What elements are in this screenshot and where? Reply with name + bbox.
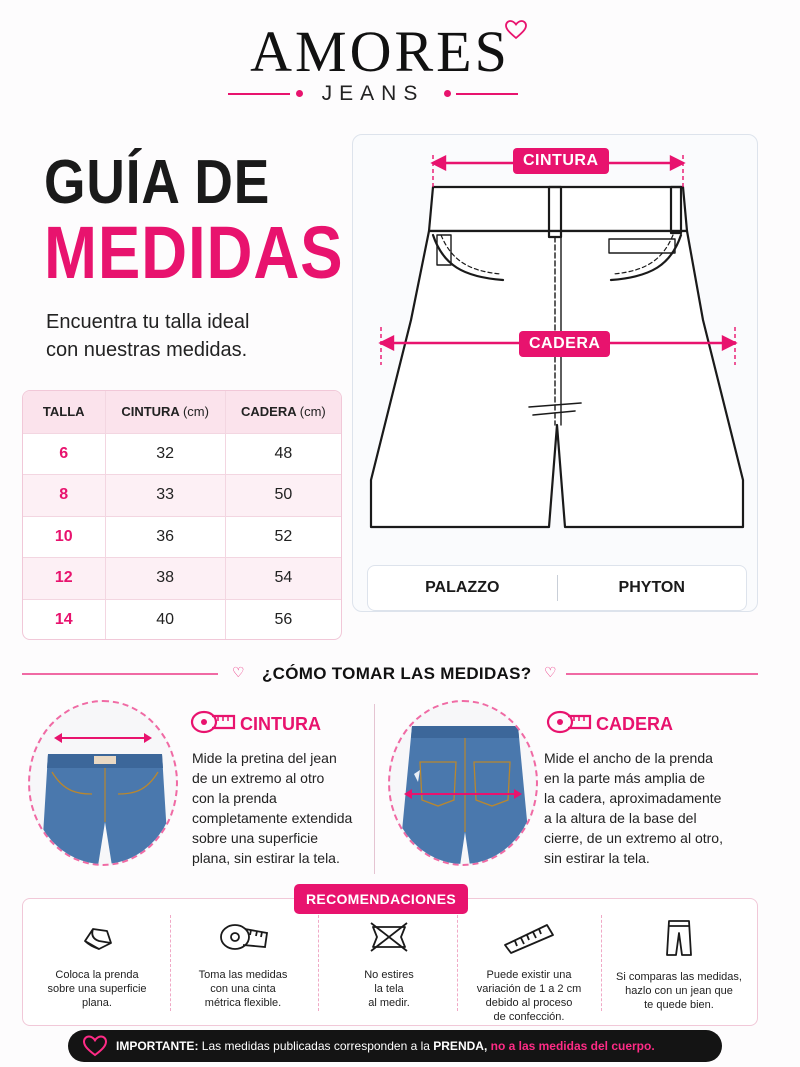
table-row — [23, 599, 341, 640]
jeans-shorts-front-icon — [30, 702, 178, 866]
cintura-heading: CINTURA — [240, 714, 321, 734]
cintura-photo-circle — [28, 700, 178, 866]
table-header — [23, 391, 341, 433]
model-palazzo: PALAZZO — [425, 579, 500, 596]
jeans-icon — [664, 919, 694, 957]
important-text: Las medidas publicadas corresponden a la — [198, 1039, 434, 1053]
cintura-instructions: Mide la pretina del jean de un extremo al otro con la prenda completamente extendida sobre una superficie plana, sin estirar la tela. — [192, 750, 353, 866]
heart-icon: ♡ — [544, 664, 557, 680]
reco-item: Puede existir una variación de 1 a 2 cm debido al proceso de confección. — [459, 919, 599, 1024]
tape-measure-icon — [190, 708, 236, 734]
subtitle-line-1: Encuentra tu talla ideal — [46, 311, 250, 333]
cell-size: 8 — [23, 475, 105, 517]
brand-sub-wrap — [228, 82, 518, 106]
cadera-arrow-icon — [402, 788, 524, 800]
ruler-icon — [501, 919, 557, 955]
cell-size: 14 — [23, 599, 105, 640]
cadera-photo-circle — [388, 700, 538, 866]
divider-left — [22, 673, 218, 675]
cell-cintura: 33 — [105, 475, 225, 517]
cintura-label: CINTURA — [513, 148, 609, 174]
heart-icon — [505, 20, 527, 40]
cell-cintura: 32 — [105, 433, 225, 475]
cadera-label: CADERA — [519, 331, 610, 357]
folded-garment-icon — [79, 919, 115, 955]
important-notice — [68, 1030, 722, 1062]
heart-icon: ♡ — [232, 664, 245, 680]
no-stretch-icon — [367, 919, 411, 955]
tape-measure-icon — [546, 708, 592, 734]
reco-item: Coloca la prenda sobre una superficie plana. — [27, 919, 167, 1010]
cell-cintura: 40 — [105, 599, 225, 640]
important-label: IMPORTANTE: — [116, 1039, 199, 1053]
cell-size: 6 — [23, 433, 105, 475]
heart-icon — [82, 1035, 108, 1057]
brand-name: AMORES — [250, 19, 510, 84]
cell-cadera: 56 — [225, 599, 341, 640]
table-row — [23, 433, 341, 475]
cell-cadera: 50 — [225, 475, 341, 517]
reco-item: Toma las medidas con una cinta métrica flexible. — [173, 919, 313, 1010]
model-bar — [367, 565, 747, 611]
table-row — [23, 516, 341, 558]
recommendations-box — [22, 898, 758, 1026]
cadera-heading: CADERA — [596, 714, 674, 734]
how-title: ¿CÓMO TOMAR LAS MEDIDAS? — [262, 664, 532, 683]
header-talla: TALLA — [23, 391, 105, 433]
cell-size: 10 — [23, 516, 105, 558]
tape-measure-icon — [217, 919, 269, 955]
cadera-instructions: Mide el ancho de la prenda en la parte más amplia de la cadera, aproximadamente a la altura de la base del cierre, de un extremo al otro, sin estirar la tela. — [544, 750, 723, 866]
title-line-2: MEDIDAS — [44, 211, 344, 294]
model-phyton: PHYTON — [618, 579, 685, 596]
header-cintura: CINTURA (cm) — [105, 391, 225, 433]
column-divider — [374, 704, 375, 874]
jeans-shorts-back-icon — [390, 702, 538, 866]
cell-cadera: 52 — [225, 516, 341, 558]
cell-size: 12 — [23, 558, 105, 600]
cell-cadera: 54 — [225, 558, 341, 600]
important-highlight: no a las medidas del cuerpo. — [487, 1039, 655, 1053]
table-row — [23, 475, 341, 517]
size-table — [22, 390, 342, 640]
cell-cintura: 38 — [105, 558, 225, 600]
important-bold: PRENDA, — [433, 1039, 488, 1053]
header-cadera: CADERA (cm) — [225, 391, 341, 433]
page-subtitle — [46, 308, 326, 364]
title-line-1: GUÍA DE — [44, 148, 271, 217]
subtitle-line-2: con nuestras medidas. — [46, 339, 248, 361]
recommendations-title: RECOMENDACIONES — [294, 884, 468, 914]
cintura-arrow-icon — [52, 732, 154, 744]
table-row — [23, 558, 341, 600]
divider-right — [566, 673, 758, 675]
page-title — [44, 148, 344, 294]
reco-item: Si comparas las medidas, hazlo con un jean que te quede bien. — [609, 919, 749, 1012]
cell-cadera: 48 — [225, 433, 341, 475]
cell-cintura: 36 — [105, 516, 225, 558]
shorts-diagram-panel — [352, 134, 758, 612]
brand-sub: JEANS — [321, 82, 425, 105]
reco-item: No estires la tela al medir. — [319, 919, 459, 1010]
